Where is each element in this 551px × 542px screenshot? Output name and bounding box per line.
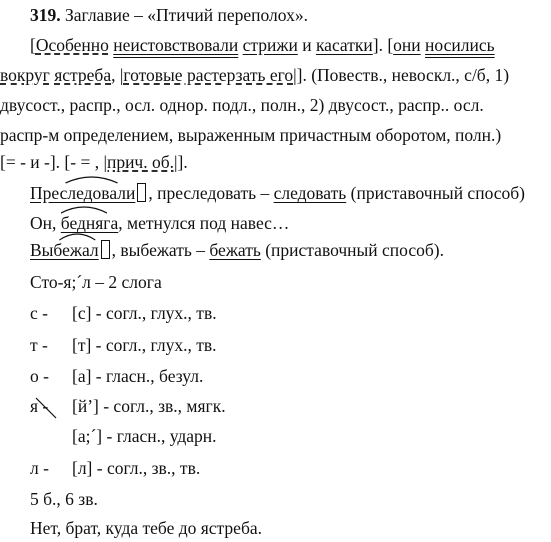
exercise-number: 319. (30, 5, 61, 25)
phonetic-desc: [а] - гласн., безул. (72, 366, 204, 386)
phonetic-desc: [а;´] - гласн., ударн. (72, 426, 217, 446)
root-arc-icon (30, 232, 112, 240)
word-oni: они (393, 35, 421, 55)
sentence-meta-1: (Повеств., невоскл., с/б, 1) (311, 65, 510, 85)
sentence-line-2 (0, 65, 509, 85)
morph-1-rest: , преследовать – (148, 183, 270, 203)
word-vokrug: вокруг (0, 65, 50, 85)
morph-1-method: (приставочный способ) (350, 183, 526, 203)
scheme-part-c: ]. (177, 152, 188, 172)
exercise-title: Заглавие – «Птичий переполох». (65, 5, 308, 25)
ending-box-icon (101, 240, 110, 259)
word-bednyaga (61, 213, 118, 233)
morph-1-root: следовать (273, 183, 347, 203)
ending-box-icon (137, 183, 146, 202)
phonetic-word: Сто-я;´л – 2 слога (30, 272, 162, 292)
word-presledovali (30, 183, 148, 203)
word-i: и (302, 35, 312, 55)
sentence-meta-2: двусост., распр., осл. однор. подл., полн., 2) двусост., распр.. осл. (0, 95, 484, 115)
phonetic-letter: о - (30, 366, 49, 386)
morph-3-root: бежать (209, 240, 261, 260)
morph-line-2 (30, 213, 289, 233)
word-vybezhal-text: Выбежал (30, 240, 99, 260)
phonetic-letter: я - (30, 396, 49, 416)
phonetic-desc: [л] - согл., зв., тв. (72, 458, 201, 478)
word-yastreba: ястреба (54, 65, 112, 85)
phonetic-desc: [й’] - согл., зв., мягк. (72, 396, 226, 416)
phonetic-letter: т - (30, 335, 48, 355)
participle-phrase: готовые растерзать его (123, 65, 294, 85)
sentence-meta-3: распр-м определением, выраженным причастным оборотом, полн.) (0, 125, 502, 145)
scheme-part-a: [= - и -]. [- = , (0, 152, 100, 172)
morph-3-rest: , выбежать – (111, 240, 205, 260)
scheme-participle: |прич. об.| (103, 152, 178, 172)
word-presledovali-text: Преследовали (30, 183, 136, 203)
morph-3-method: (приставочный способ). (265, 240, 444, 260)
word-strizhi: стрижи (242, 35, 298, 55)
word-nosilis: носились (425, 35, 495, 55)
morph-line-3 (30, 240, 444, 260)
root-arc-icon (30, 175, 148, 183)
phonetic-letter: с - (30, 303, 48, 323)
final-sentence: Нет, брат, куда тебе до ястреба. (30, 518, 262, 538)
phonetic-desc: [с] - согл., глух., тв. (72, 303, 217, 323)
bracket-close: |]. (293, 65, 307, 85)
morph-2-a: Он, (30, 213, 57, 233)
sentence-scheme (0, 152, 188, 172)
phonetic-letter: л - (30, 458, 49, 478)
bracket-open: [ (30, 35, 36, 55)
sentence-line-1 (30, 35, 495, 55)
morph-line-1 (30, 183, 525, 203)
word-bednyaga-text: бедняга (60, 213, 119, 233)
connector-line-icon (36, 398, 58, 420)
separator: , | (111, 65, 124, 85)
root-arc-icon (61, 205, 118, 213)
word-vybezhal (30, 240, 112, 260)
word-neistovstvovali: неистовствовали (113, 35, 239, 55)
bracket-mid: ]. [ (372, 35, 394, 55)
exercise-header (30, 5, 308, 25)
morph-2-c: , метнулся под навес… (118, 213, 290, 233)
phonetic-summary: 5 б., 6 зв. (30, 489, 98, 509)
phonetic-desc: [т] - согл., глух., тв. (72, 335, 217, 355)
word-kasatki: касатки (315, 35, 373, 55)
word-osobenno: Особенно (35, 35, 109, 55)
